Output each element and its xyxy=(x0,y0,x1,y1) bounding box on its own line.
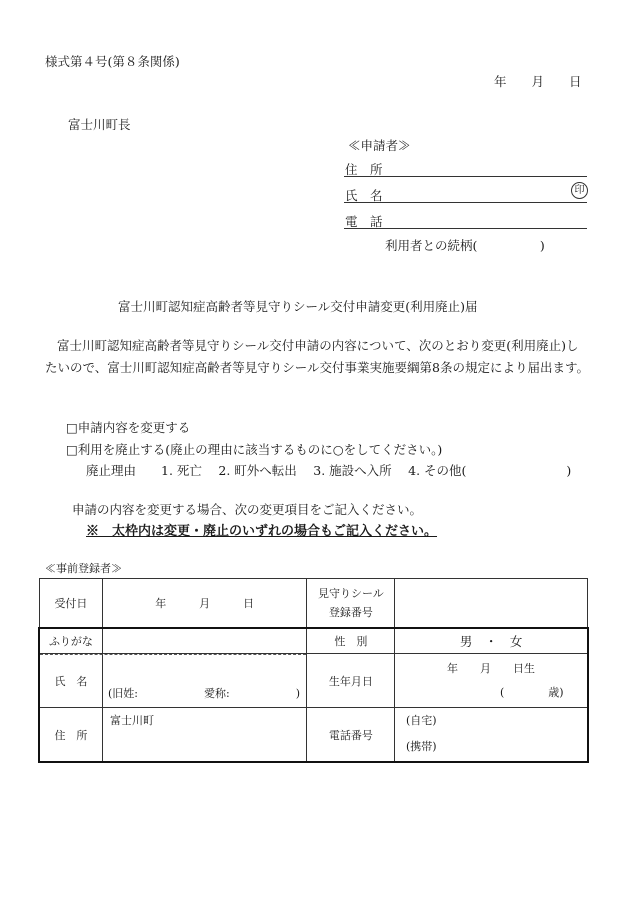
seal-number-label-1: 見守りシール xyxy=(318,587,384,600)
registrant-heading: ≪事前登録者≫ xyxy=(45,562,122,575)
applicant-name-line[interactable] xyxy=(344,202,587,203)
phone-label: 電話番号 xyxy=(307,708,395,762)
mobile-phone-text: (携帯) xyxy=(406,740,437,753)
gender-value[interactable]: 男 ・ 女 xyxy=(395,628,588,654)
reception-label: 受付日 xyxy=(40,579,103,628)
seal-number-value[interactable] xyxy=(395,579,588,628)
applicant-address-line[interactable] xyxy=(344,176,587,177)
furigana-divider xyxy=(40,654,306,655)
birthdate-text: 年 月 日生 xyxy=(447,662,535,675)
reception-date[interactable]: 年 月 日 xyxy=(102,579,307,628)
birthdate-label: 生年月日 xyxy=(307,654,395,708)
applicant-name-label: 氏 名 xyxy=(345,188,383,203)
applicant-phone-line[interactable] xyxy=(344,228,587,229)
address-label: 住 所 xyxy=(40,708,103,762)
gender-label: 性 別 xyxy=(307,628,395,654)
option-abolish[interactable]: □利用を廃止する(廃止の理由に該当するものに○をしてください。) xyxy=(66,442,443,457)
former-name: (旧姓: 愛称: ) xyxy=(108,687,300,700)
name-label: 氏 名 xyxy=(40,654,103,708)
furigana-value[interactable] xyxy=(102,628,307,654)
date-line: 年 月 日 xyxy=(494,74,582,89)
age-text: ( 歳) xyxy=(500,686,564,699)
applicant-phone-label: 電 話 xyxy=(345,214,383,229)
seal-number-label-2: 登録番号 xyxy=(328,606,373,619)
applicant-heading: ≪申請者≫ xyxy=(348,138,411,153)
applicant-relation: 利用者との続柄( ) xyxy=(385,238,545,253)
seal-number-label xyxy=(307,579,395,628)
instruction-line-1: 申請の内容を変更する場合、次の変更項目をご記入ください。 xyxy=(72,502,423,517)
addressee: 富士川町長 xyxy=(68,117,131,132)
body-paragraph: 富士川町認知症高齢者等見守りシール交付申請の内容について、次のとおり変更(利用廃止)したいので、富士川町認知症高齢者等見守りシール交付事業実施要綱第8条の規定により届出ます。 xyxy=(45,338,589,375)
document-title: 富士川町認知症高齢者等見守りシール交付申請変更(利用廃止)届 xyxy=(118,299,478,314)
applicant-address-label: 住 所 xyxy=(345,162,383,177)
option-change[interactable]: □申請内容を変更する xyxy=(66,420,191,435)
address-text: 富士川町 xyxy=(110,714,154,727)
instruction-line-2: ※ 太枠内は変更・廃止のいずれの場合もご記入ください。 xyxy=(86,524,438,539)
home-phone-text: (自宅) xyxy=(406,714,437,727)
form-number: 様式第４号(第８条関係) xyxy=(45,54,180,69)
seal-mark: 印 xyxy=(571,182,588,199)
abolish-reasons: 廃止理由 1. 死亡 2. 町外へ転出 3. 施設へ入所 4. その他( ) xyxy=(86,463,572,478)
furigana-label: ふりがな xyxy=(40,628,103,654)
